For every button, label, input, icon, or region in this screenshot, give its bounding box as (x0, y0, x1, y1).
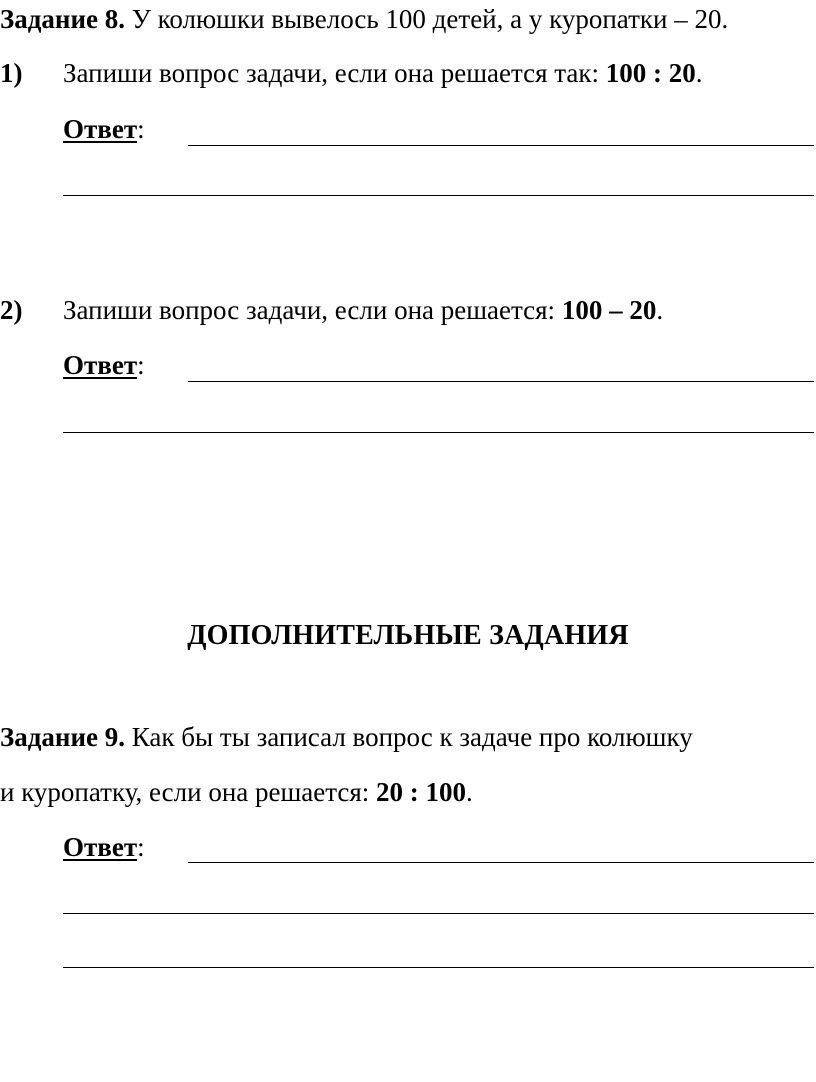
q2-answer-line-2[interactable] (63, 432, 814, 433)
q1-statement (63, 58, 703, 89)
q2-answer-label (63, 350, 145, 381)
task9-expression: 20 : 100 (376, 777, 467, 807)
task8-statement (0, 4, 728, 35)
q1-text: Запиши вопрос задачи, если она решается так: (63, 58, 606, 88)
q1-answer-line-1[interactable] (188, 145, 814, 146)
q1-answer-label (63, 114, 145, 145)
answer-colon: : (137, 350, 145, 380)
answer-colon: : (137, 114, 145, 144)
answer-word: Ответ (63, 114, 138, 144)
extra-tasks-heading: ДОПОЛНИТЕЛЬНЫЕ ЗАДАНИЯ (187, 620, 629, 651)
answer-word: Ответ (63, 832, 138, 862)
task9-answer-label (63, 832, 145, 863)
task8-label: Задание 8. (0, 4, 126, 34)
task8-text: У колюшки вывелось 100 детей, а у куропатки – 20. (131, 4, 729, 34)
q2-statement (63, 295, 663, 326)
task9-answer-line-2[interactable] (63, 913, 814, 914)
q1-answer-line-2[interactable] (63, 195, 814, 196)
task9-answer-line-3[interactable] (63, 967, 814, 968)
task9-end: . (466, 777, 473, 807)
q2-answer-line-1[interactable] (188, 381, 814, 382)
task9-statement-line1 (0, 722, 693, 753)
answer-colon: : (137, 832, 145, 862)
answer-word: Ответ (63, 350, 138, 380)
q2-text: Запиши вопрос задачи, если она решается: (63, 295, 562, 325)
task9-statement-line2 (0, 777, 473, 808)
task9-label: Задание 9. (0, 722, 126, 752)
q1-expression: 100 : 20 (605, 58, 696, 88)
q2-expression: 100 – 20 (561, 295, 657, 325)
task9-text-line2: и куропатку, если она решается: (0, 777, 377, 807)
q1-end: . (695, 58, 703, 88)
task9-text-line1: Как бы ты записал вопрос к задаче про колюшку (131, 722, 693, 752)
q2-number: 2) (0, 295, 23, 325)
q2-end: . (656, 295, 664, 325)
task9-answer-line-1[interactable] (188, 862, 814, 863)
q1-number: 1) (0, 58, 23, 88)
